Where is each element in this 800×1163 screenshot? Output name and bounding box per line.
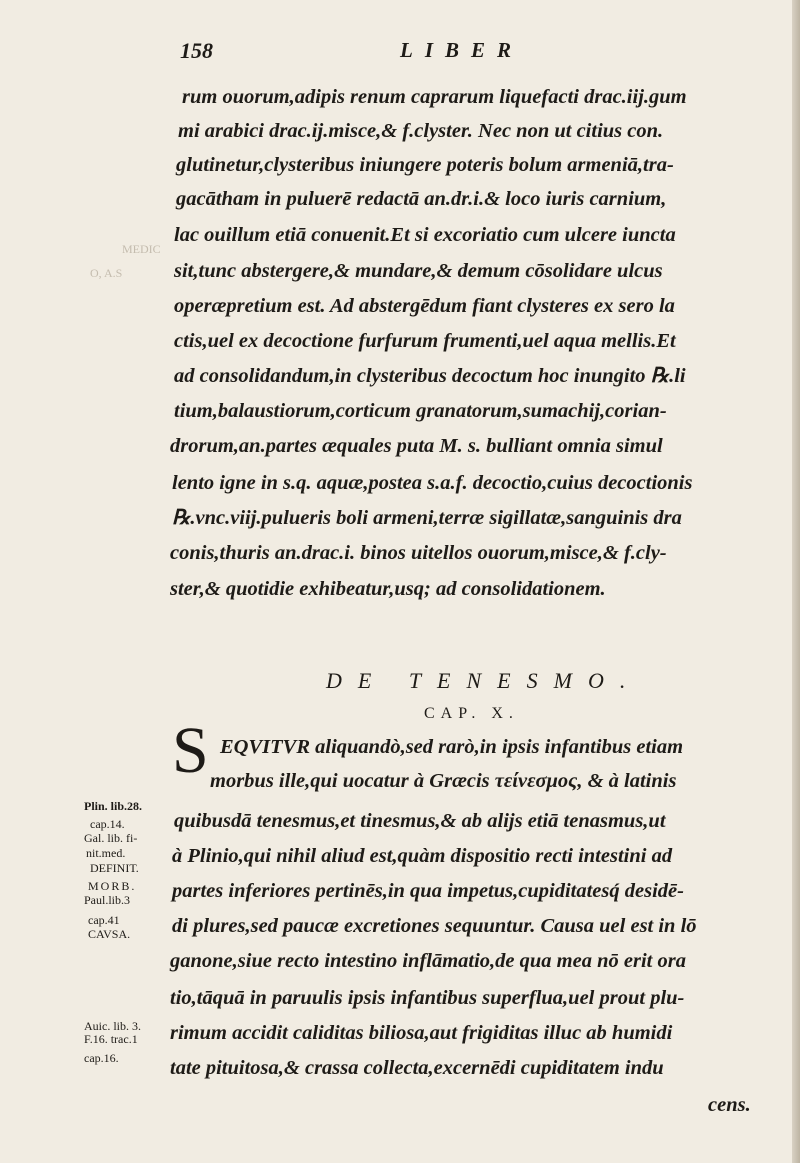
- margin-note: F.16. trac.1: [84, 1032, 138, 1046]
- text-line: quibusdā tenesmus,et tinesmus,& ab alijs etiā tenasmus,ut: [174, 810, 666, 832]
- text-line: lento igne in s.q. aquæ,postea s.a.f. decoctio,cuius decoctionis: [172, 472, 693, 494]
- text-line: drorum,an.partes æquales puta M. s. bulliant omnia simul: [170, 435, 663, 457]
- margin-note: cap.41: [88, 913, 120, 927]
- text-line: tio,tāquā in paruulis ipsis infantibus superflua,uel prout plu-: [170, 987, 685, 1009]
- margin-note: CAVSA.: [88, 927, 131, 941]
- margin-note: DEFINIT.: [90, 861, 139, 875]
- margin-note: Auic. lib. 3.: [84, 1019, 141, 1033]
- margin-note: Plin. lib.28.: [84, 799, 143, 813]
- margin-note: Gal. lib. fi-: [84, 831, 138, 845]
- text-line: conis,thuris an.drac.i. binos uitellos ouorum,misce,& f.cly-: [170, 542, 667, 564]
- text-line: ℞.vnc.viij.pulueris boli armeni,terræ sigillatæ,sanguinis dra: [172, 507, 682, 529]
- text-line: à Plinio,qui nihil aliud est,quàm dispositio recti intestini ad: [172, 845, 673, 867]
- text-line: EQVITVR aliquandò,sed rarò,in ipsis infantibus etiam: [220, 736, 684, 758]
- section-heading: DE TENESMO.: [326, 668, 642, 693]
- text-line: ster,& quotidie exhibeatur,usq; ad consolidationem.: [170, 578, 606, 600]
- text-line: sit,tunc abstergere,& mundare,& demum cōsolidare ulcus: [174, 260, 663, 282]
- text-line: morbus ille,qui uocatur à Græcis τείνεσμος, & à latinis: [210, 770, 677, 792]
- text-line: glutinetur,clysteribus iniungere poteris bolum armeniā,tra-: [176, 154, 674, 176]
- text-line: operæpretium est. Ad abstergēdum fiant clysteres ex sero la: [174, 295, 675, 317]
- text-line: rum ouorum,adipis renum caprarum liquefacti drac.iij.gum: [182, 86, 687, 108]
- margin-note: MORB.: [88, 879, 137, 893]
- text-line: cens.: [708, 1094, 751, 1116]
- running-title: LIBER: [400, 38, 524, 62]
- text-line: partes inferiores pertinēs,in qua impetus,cupiditatesq́ desidē-: [172, 880, 684, 902]
- margin-note: cap.16.: [84, 1051, 119, 1065]
- text-line: mi arabici drac.ij.misce,& f.clyster. Nec non ut citius con.: [178, 120, 664, 142]
- page-header: [0, 38, 800, 70]
- page-number: 158: [180, 38, 213, 63]
- margin-note: nit.med.: [86, 846, 126, 860]
- text-line: lac ouillum etiā conuenit.Et si excoriatio cum ulcere iuncta: [174, 224, 676, 246]
- text-line: tate pituitosa,& crassa collecta,excernēdi cupiditatem indu: [170, 1057, 664, 1079]
- drop-cap: S: [172, 714, 209, 787]
- text-line: di plures,sed paucæ excretiones sequuntur. Causa uel est in lō: [172, 915, 697, 937]
- chapter-label: CAP. X.: [424, 705, 519, 722]
- faint-margin-text: O, A.S: [90, 266, 123, 280]
- text-line: tium,balaustiorum,corticum granatorum,sumachij,corian-: [174, 400, 667, 422]
- text-line: rimum accidit caliditas biliosa,aut frigiditas illuc ab humidi: [170, 1022, 673, 1044]
- text-line: gacātham in puluerē redactā an.dr.i.& loco iuris carnium,: [176, 188, 667, 210]
- text-line: ctis,uel ex decoctione furfurum frumenti,uel aqua mellis.Et: [174, 330, 676, 352]
- faint-margin-text: MEDIC: [122, 242, 161, 256]
- margin-note: cap.14.: [90, 817, 125, 831]
- margin-note: Paul.lib.3: [84, 893, 131, 907]
- page-edge: [792, 0, 800, 1163]
- text-line: ganone,siue recto intestino inflāmatio,de qua mea nō erit ora: [170, 950, 686, 972]
- text-line: ad consolidandum,in clysteribus decoctum hoc inungito ℞.li: [174, 365, 686, 387]
